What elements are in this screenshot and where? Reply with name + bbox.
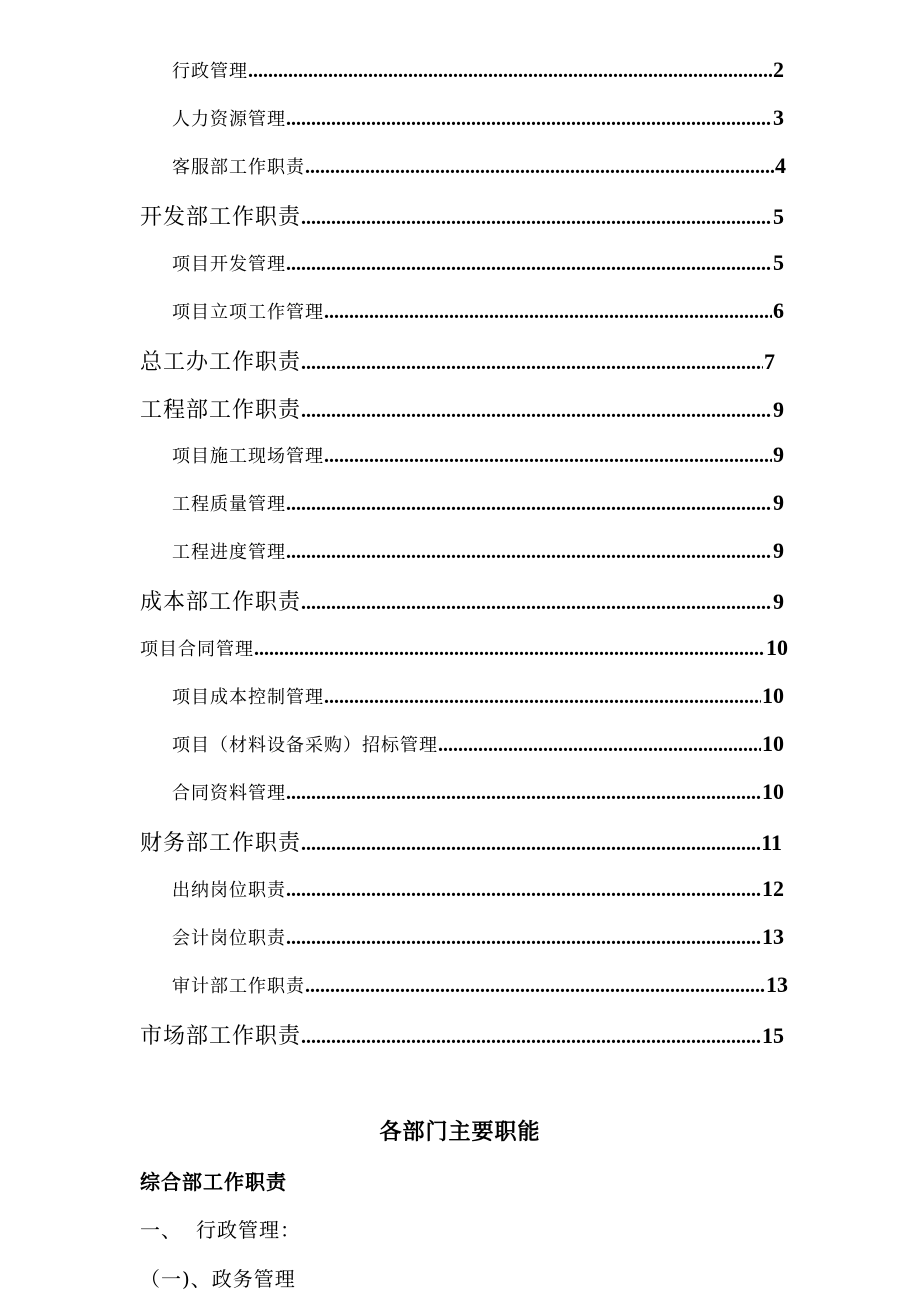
toc-entry[interactable] bbox=[172, 538, 784, 564]
toc-page-number: 13 bbox=[766, 972, 788, 997]
toc-entry[interactable] bbox=[172, 924, 784, 950]
toc-entry-text: 项目施工现场管理 bbox=[172, 446, 324, 467]
toc-page-number: 4 bbox=[775, 153, 786, 178]
toc-entry-text: 出纳岗位职责 bbox=[172, 880, 286, 901]
toc-entry-text: 项目立项工作管理 bbox=[172, 302, 324, 323]
toc-page-number: 9 bbox=[773, 442, 784, 467]
toc-entry[interactable] bbox=[140, 585, 784, 616]
toc-page-number: 10 bbox=[762, 731, 784, 756]
body-item-1 bbox=[140, 1214, 301, 1243]
toc-entry[interactable] bbox=[140, 345, 775, 376]
toc-entry-text: 合同资料管理 bbox=[172, 783, 286, 804]
toc-leader-dots bbox=[301, 208, 772, 228]
toc-entry-text: 审计部工作职责 bbox=[172, 976, 305, 997]
toc-page-number: 10 bbox=[762, 683, 784, 708]
toc-entry-text: 开发部工作职责 bbox=[140, 205, 302, 230]
toc-leader-dots bbox=[301, 1027, 761, 1047]
toc-entry-text: 项目合同管理 bbox=[140, 639, 254, 660]
item-text: 行政管理： bbox=[196, 1218, 301, 1242]
toc-entry-text: 工程部工作职责 bbox=[140, 398, 302, 423]
toc-leader-dots bbox=[301, 834, 760, 854]
toc-entry[interactable] bbox=[172, 972, 788, 998]
toc-entry[interactable] bbox=[140, 393, 784, 424]
toc-leader-dots bbox=[254, 639, 765, 659]
toc-leader-dots bbox=[301, 401, 772, 421]
toc-entry-text: 项目（材料设备采购）招标管理 bbox=[172, 735, 438, 756]
toc-leader-dots bbox=[286, 880, 761, 900]
toc-leader-dots bbox=[305, 157, 774, 177]
toc-entry-text: 行政管理 bbox=[172, 61, 248, 82]
toc-entry[interactable] bbox=[172, 57, 784, 83]
toc-page-number: 10 bbox=[766, 635, 788, 660]
toc-page-number: 12 bbox=[762, 876, 784, 901]
toc-leader-dots bbox=[248, 61, 772, 81]
toc-entry-text: 项目成本控制管理 bbox=[172, 687, 324, 708]
toc-entry[interactable] bbox=[172, 490, 784, 516]
toc-page-number: 7 bbox=[764, 349, 775, 374]
main-heading: 各部门主要职能 bbox=[379, 1120, 541, 1145]
toc-page-number: 2 bbox=[773, 57, 784, 82]
toc-leader-dots bbox=[305, 976, 765, 996]
toc-entry[interactable] bbox=[172, 153, 786, 179]
body-item-2: （一)、政务管理 bbox=[140, 1267, 296, 1291]
toc-entry-text: 工程质量管理 bbox=[172, 494, 286, 515]
toc-page-number: 6 bbox=[773, 298, 784, 323]
toc-entry[interactable] bbox=[172, 105, 784, 131]
toc-leader-dots bbox=[286, 783, 761, 803]
toc-leader-dots bbox=[301, 353, 763, 373]
toc-entry-text: 成本部工作职责 bbox=[140, 590, 302, 615]
toc-leader-dots bbox=[286, 109, 772, 129]
toc-leader-dots bbox=[286, 494, 772, 514]
toc-page-number: 9 bbox=[773, 490, 784, 515]
toc-page-number: 11 bbox=[761, 830, 782, 855]
toc-entry[interactable] bbox=[140, 635, 788, 661]
toc-leader-dots bbox=[324, 302, 772, 322]
toc-entry-text: 财务部工作职责 bbox=[140, 831, 302, 856]
toc-entry-text: 市场部工作职责 bbox=[140, 1024, 302, 1049]
toc-leader-dots bbox=[324, 446, 772, 466]
toc-entry[interactable] bbox=[172, 298, 784, 324]
toc-page-number: 10 bbox=[762, 779, 784, 804]
item-number: 一、 bbox=[140, 1218, 182, 1242]
toc-leader-dots bbox=[301, 593, 772, 613]
toc-entry-text: 会计岗位职责 bbox=[172, 928, 286, 949]
toc-entry[interactable] bbox=[172, 442, 784, 468]
toc-entry-text: 客服部工作职责 bbox=[172, 157, 305, 178]
toc-page-number: 9 bbox=[773, 538, 784, 563]
section-title: 综合部工作职责 bbox=[140, 1170, 287, 1194]
toc-page-number: 13 bbox=[762, 924, 784, 949]
toc-page-number: 5 bbox=[773, 250, 784, 275]
toc-entry[interactable] bbox=[172, 250, 784, 276]
toc-entry-text: 工程进度管理 bbox=[172, 542, 286, 563]
toc-entry-text: 人力资源管理 bbox=[172, 109, 286, 130]
toc-page-number: 3 bbox=[773, 105, 784, 130]
toc-entry-text: 项目开发管理 bbox=[172, 254, 286, 275]
toc-entry[interactable] bbox=[172, 876, 784, 902]
toc-entry[interactable] bbox=[140, 200, 784, 231]
toc-leader-dots bbox=[324, 687, 761, 707]
toc-leader-dots bbox=[438, 735, 761, 755]
toc-page-number: 9 bbox=[773, 397, 784, 422]
toc-entry[interactable] bbox=[172, 683, 784, 709]
toc-leader-dots bbox=[286, 254, 772, 274]
toc-entry[interactable] bbox=[140, 1019, 784, 1050]
toc-leader-dots bbox=[286, 928, 761, 948]
toc-page-number: 15 bbox=[762, 1023, 784, 1048]
toc-page-number: 9 bbox=[773, 589, 784, 614]
toc-entry-text: 总工办工作职责 bbox=[140, 350, 302, 375]
toc-entry[interactable] bbox=[172, 779, 784, 805]
toc-entry[interactable] bbox=[172, 731, 784, 757]
toc-entry[interactable] bbox=[140, 826, 782, 857]
toc-leader-dots bbox=[286, 542, 772, 562]
toc-page-number: 5 bbox=[773, 204, 784, 229]
